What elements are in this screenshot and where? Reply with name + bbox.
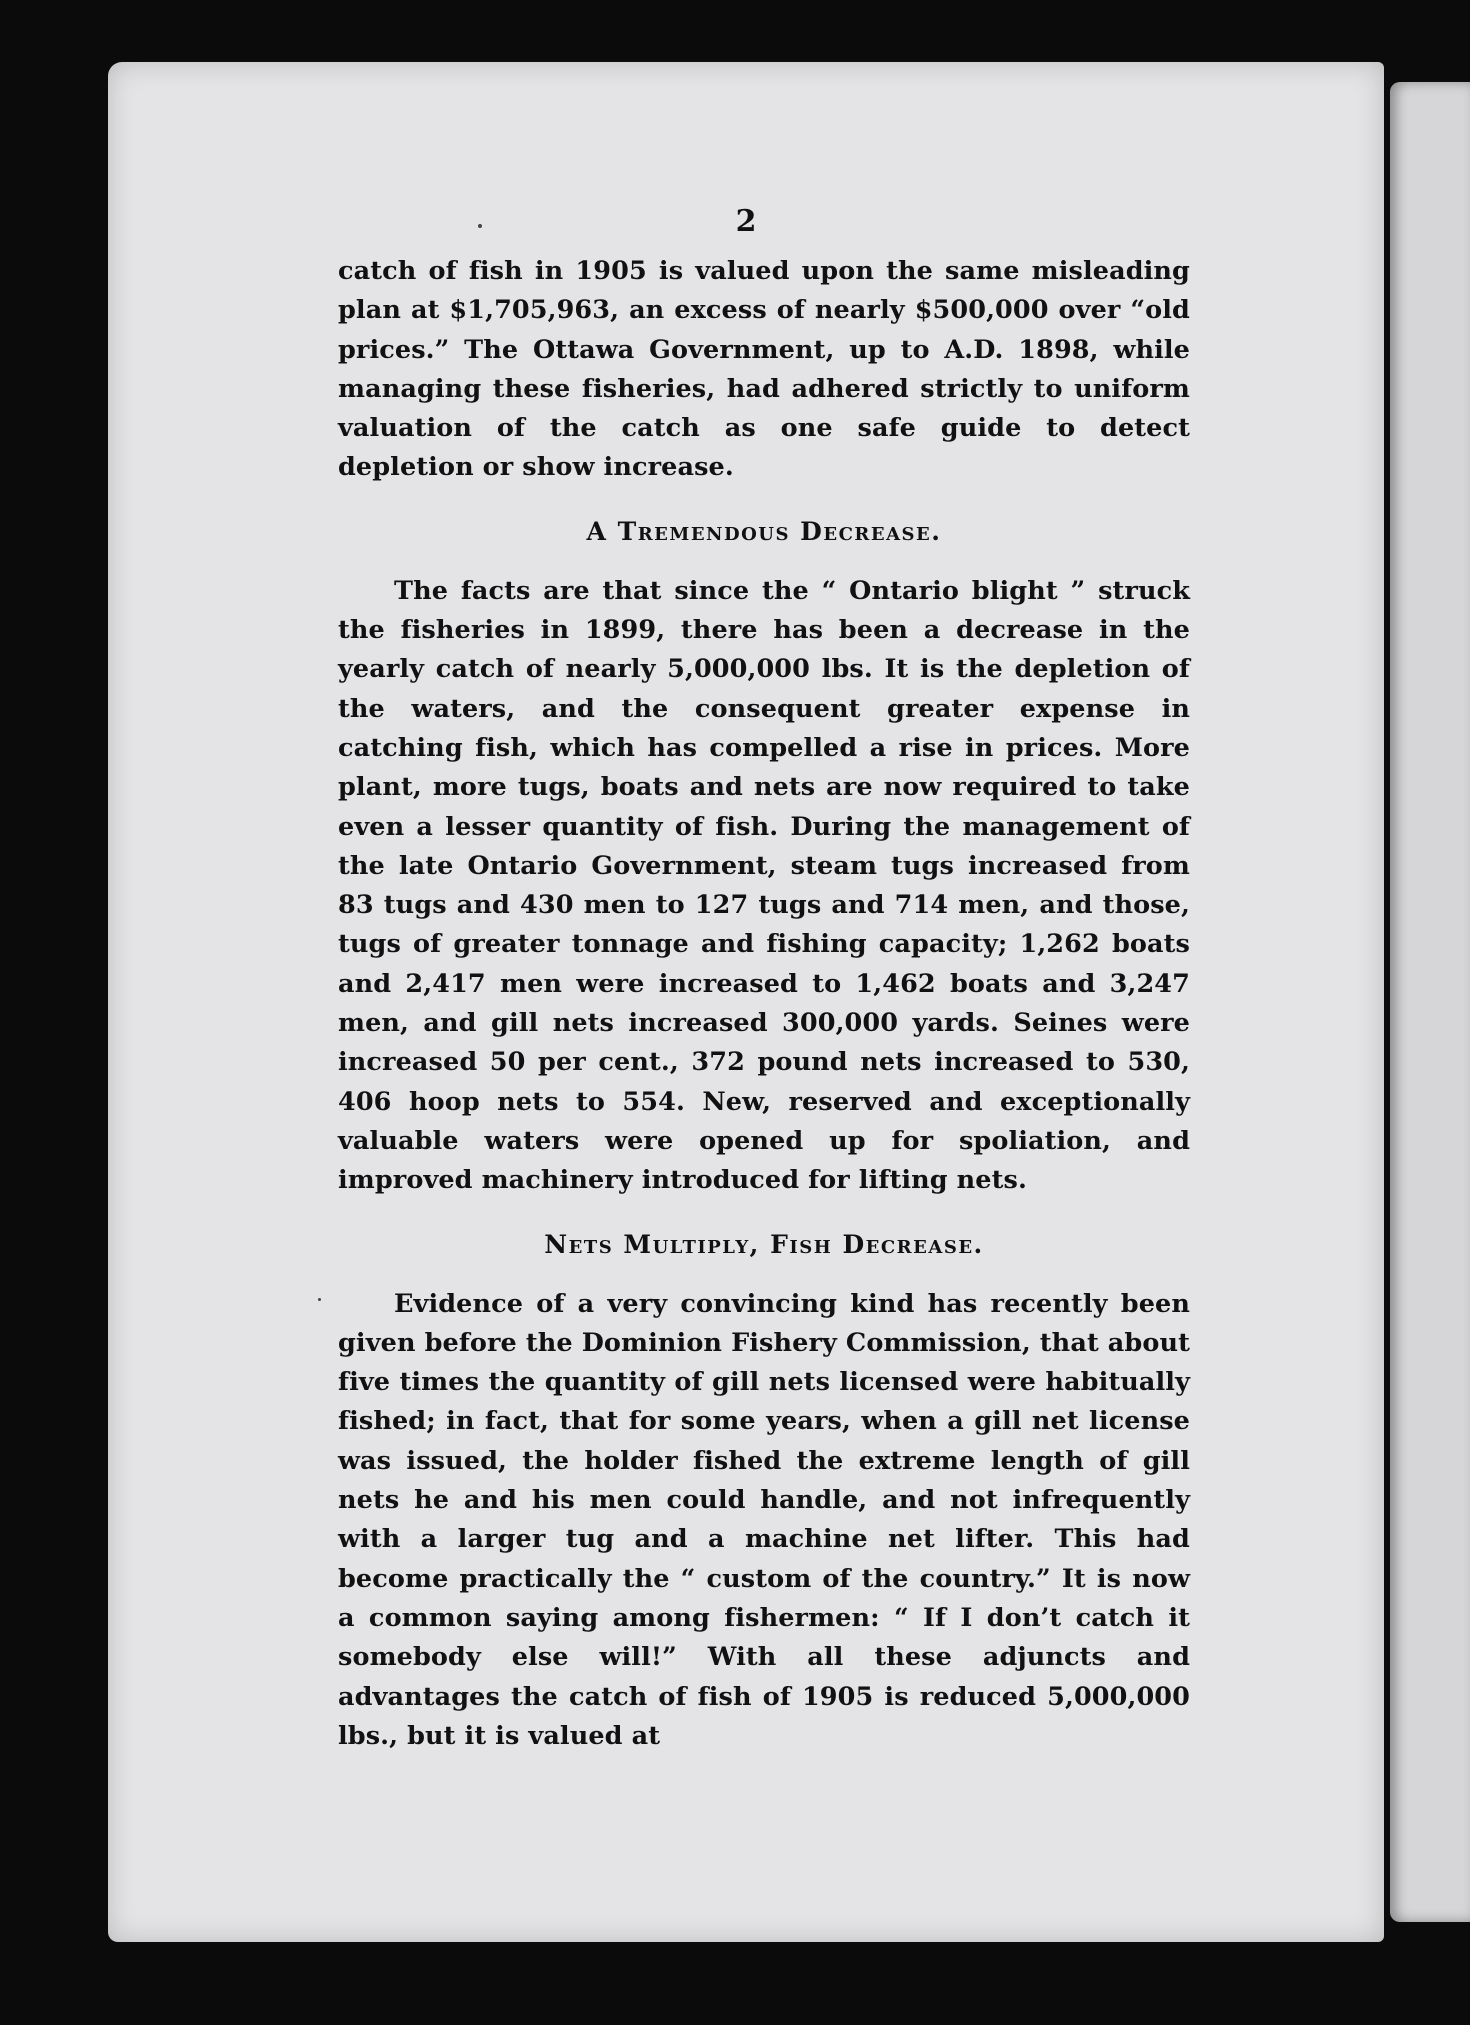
page-text: [338, 200, 1190, 1756]
dust-speck: [318, 1298, 321, 1301]
paragraph-intro: catch of fish in 1905 is valued upon the same misleading plan at $1,705,963, an excess of nearly $500,000 over “old prices.” The Ottawa Government, up to A.D. 1898, while managing these fisheries, had adhered strictly to uniform valuation of the catch as one safe guide to detect depletion or show increase.: [338, 256, 1190, 483]
paragraph-nets: Evidence of a very convincing kind has recently been given before the Dominion Fishery Commission, that about five times the quantity of gill nets licensed were habitually fished; in fact, that for some years, when a gill net license was issued, the holder fished the extreme length of gill nets he and his men could handle, and not infrequently with a larger tug and a machine net lifter. This had become practically the “ custom of the country.” It is now a common saying among fishermen: “ If I don’t catch it somebody else will!” With all these adjuncts and advantages the catch of fish of 1905 is reduced 5,000,000 lbs., but it is valued at: [338, 1288, 1190, 1751]
adjacent-page-edge: [1390, 82, 1470, 1922]
page-number: 2: [735, 204, 757, 239]
section-heading-nets: Nets Multiply, Fish Decrease.: [544, 1229, 984, 1259]
section-heading-decrease: A Tremendous Decrease.: [586, 516, 942, 546]
paragraph-decrease: The facts are that since the “ Ontario blight ” struck the fisheries in 1899, there has been a decrease in the yearly catch of nearly 5,000,000 lbs. It is the depletion of the waters, and the consequent greater expense in catching fish, which has compelled a rise in prices. More plant, more tugs, boats and nets are now required to take even a lesser quantity of fish. During the management of the late Ontario Government, steam tugs increased from 83 tugs and 430 men to 127 tugs and 714 men, and those, tugs of greater tonnage and fishing capacity; 1,262 boats and 2,417 men were increased to 1,462 boats and 3,247 men, and gill nets increased 300,000 yards. Seines were increased 50 per cent., 372 pound nets increased to 530, 406 hoop nets to 554. New, reserved and exceptionally valuable waters were opened up for spoliation, and improved machinery introduced for lifting nets.: [338, 575, 1190, 1196]
